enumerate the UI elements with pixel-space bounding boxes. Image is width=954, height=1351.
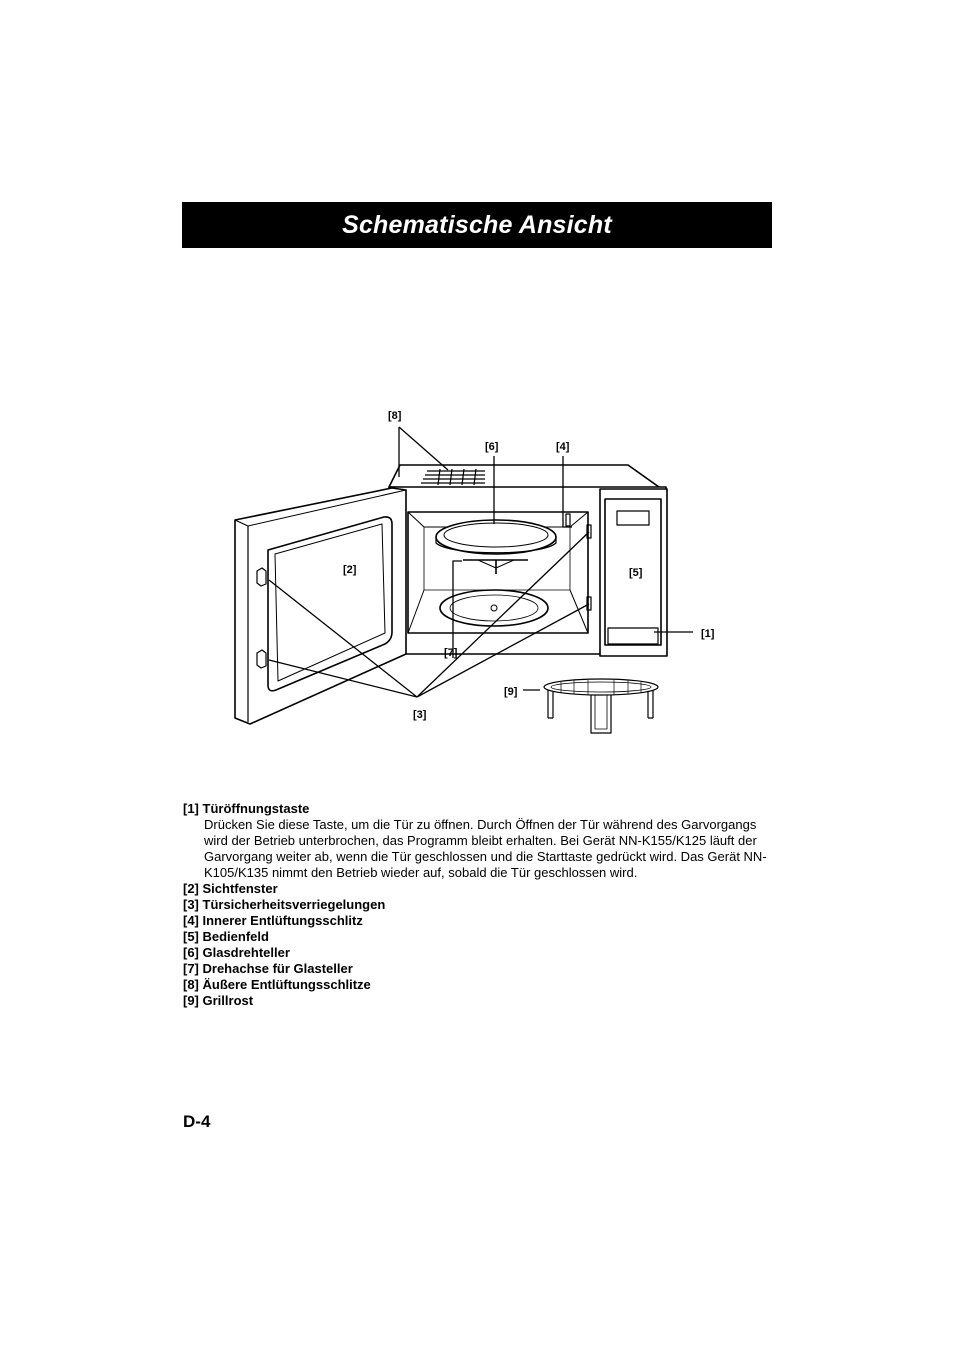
legend-item: [6] Glasdrehteller (183, 945, 290, 960)
callout-3: [3] (413, 709, 427, 721)
callout-4: [4] (556, 441, 570, 453)
legend-item: [1] Türöffnungstaste (183, 801, 310, 816)
legend (183, 801, 773, 1009)
callout-6: [6] (485, 441, 499, 453)
page-title: Schematische Ansicht (342, 210, 612, 239)
callout-1: [1] (701, 628, 715, 640)
callout-7: [7] (444, 647, 458, 659)
legend-item-description: Drücken Sie diese Taste, um die Tür zu öffnen. Durch Öffnen der Tür während des Garvorgangs wird der Betrieb unterbrochen, das Programm bleibt erhalten. Bei Gerät NN-K155/K125 läuft der Garvorgang weiter ab, wenn die Tür geschlossen und die Starttaste gedrückt wird. Das Gerät NN-K105/K135 nimmt den Betrieb wieder auf, sobald die Tür geschlossen wird. (204, 817, 767, 880)
callout-5: [5] (629, 567, 643, 579)
callout-2: [2] (343, 564, 357, 576)
legend-item: [7] Drehachse für Glasteller (183, 961, 353, 976)
legend-item: [5] Bedienfeld (183, 929, 269, 944)
callout-8: [8] (388, 410, 402, 422)
callout-9: [9] (504, 686, 518, 698)
grill-rack (544, 679, 658, 733)
legend-item: [9] Grillrost (183, 993, 254, 1008)
legend-item: [8] Äußere Entlüftungsschlitze (183, 977, 371, 992)
page-number: D-4 (183, 1112, 211, 1131)
legend-item: [4] Innerer Entlüftungsschlitz (183, 913, 363, 928)
legend-item: [2] Sichtfenster (183, 881, 278, 896)
legend-item: [3] Türsicherheitsverriegelungen (183, 897, 386, 912)
glass-turntable (436, 520, 556, 554)
